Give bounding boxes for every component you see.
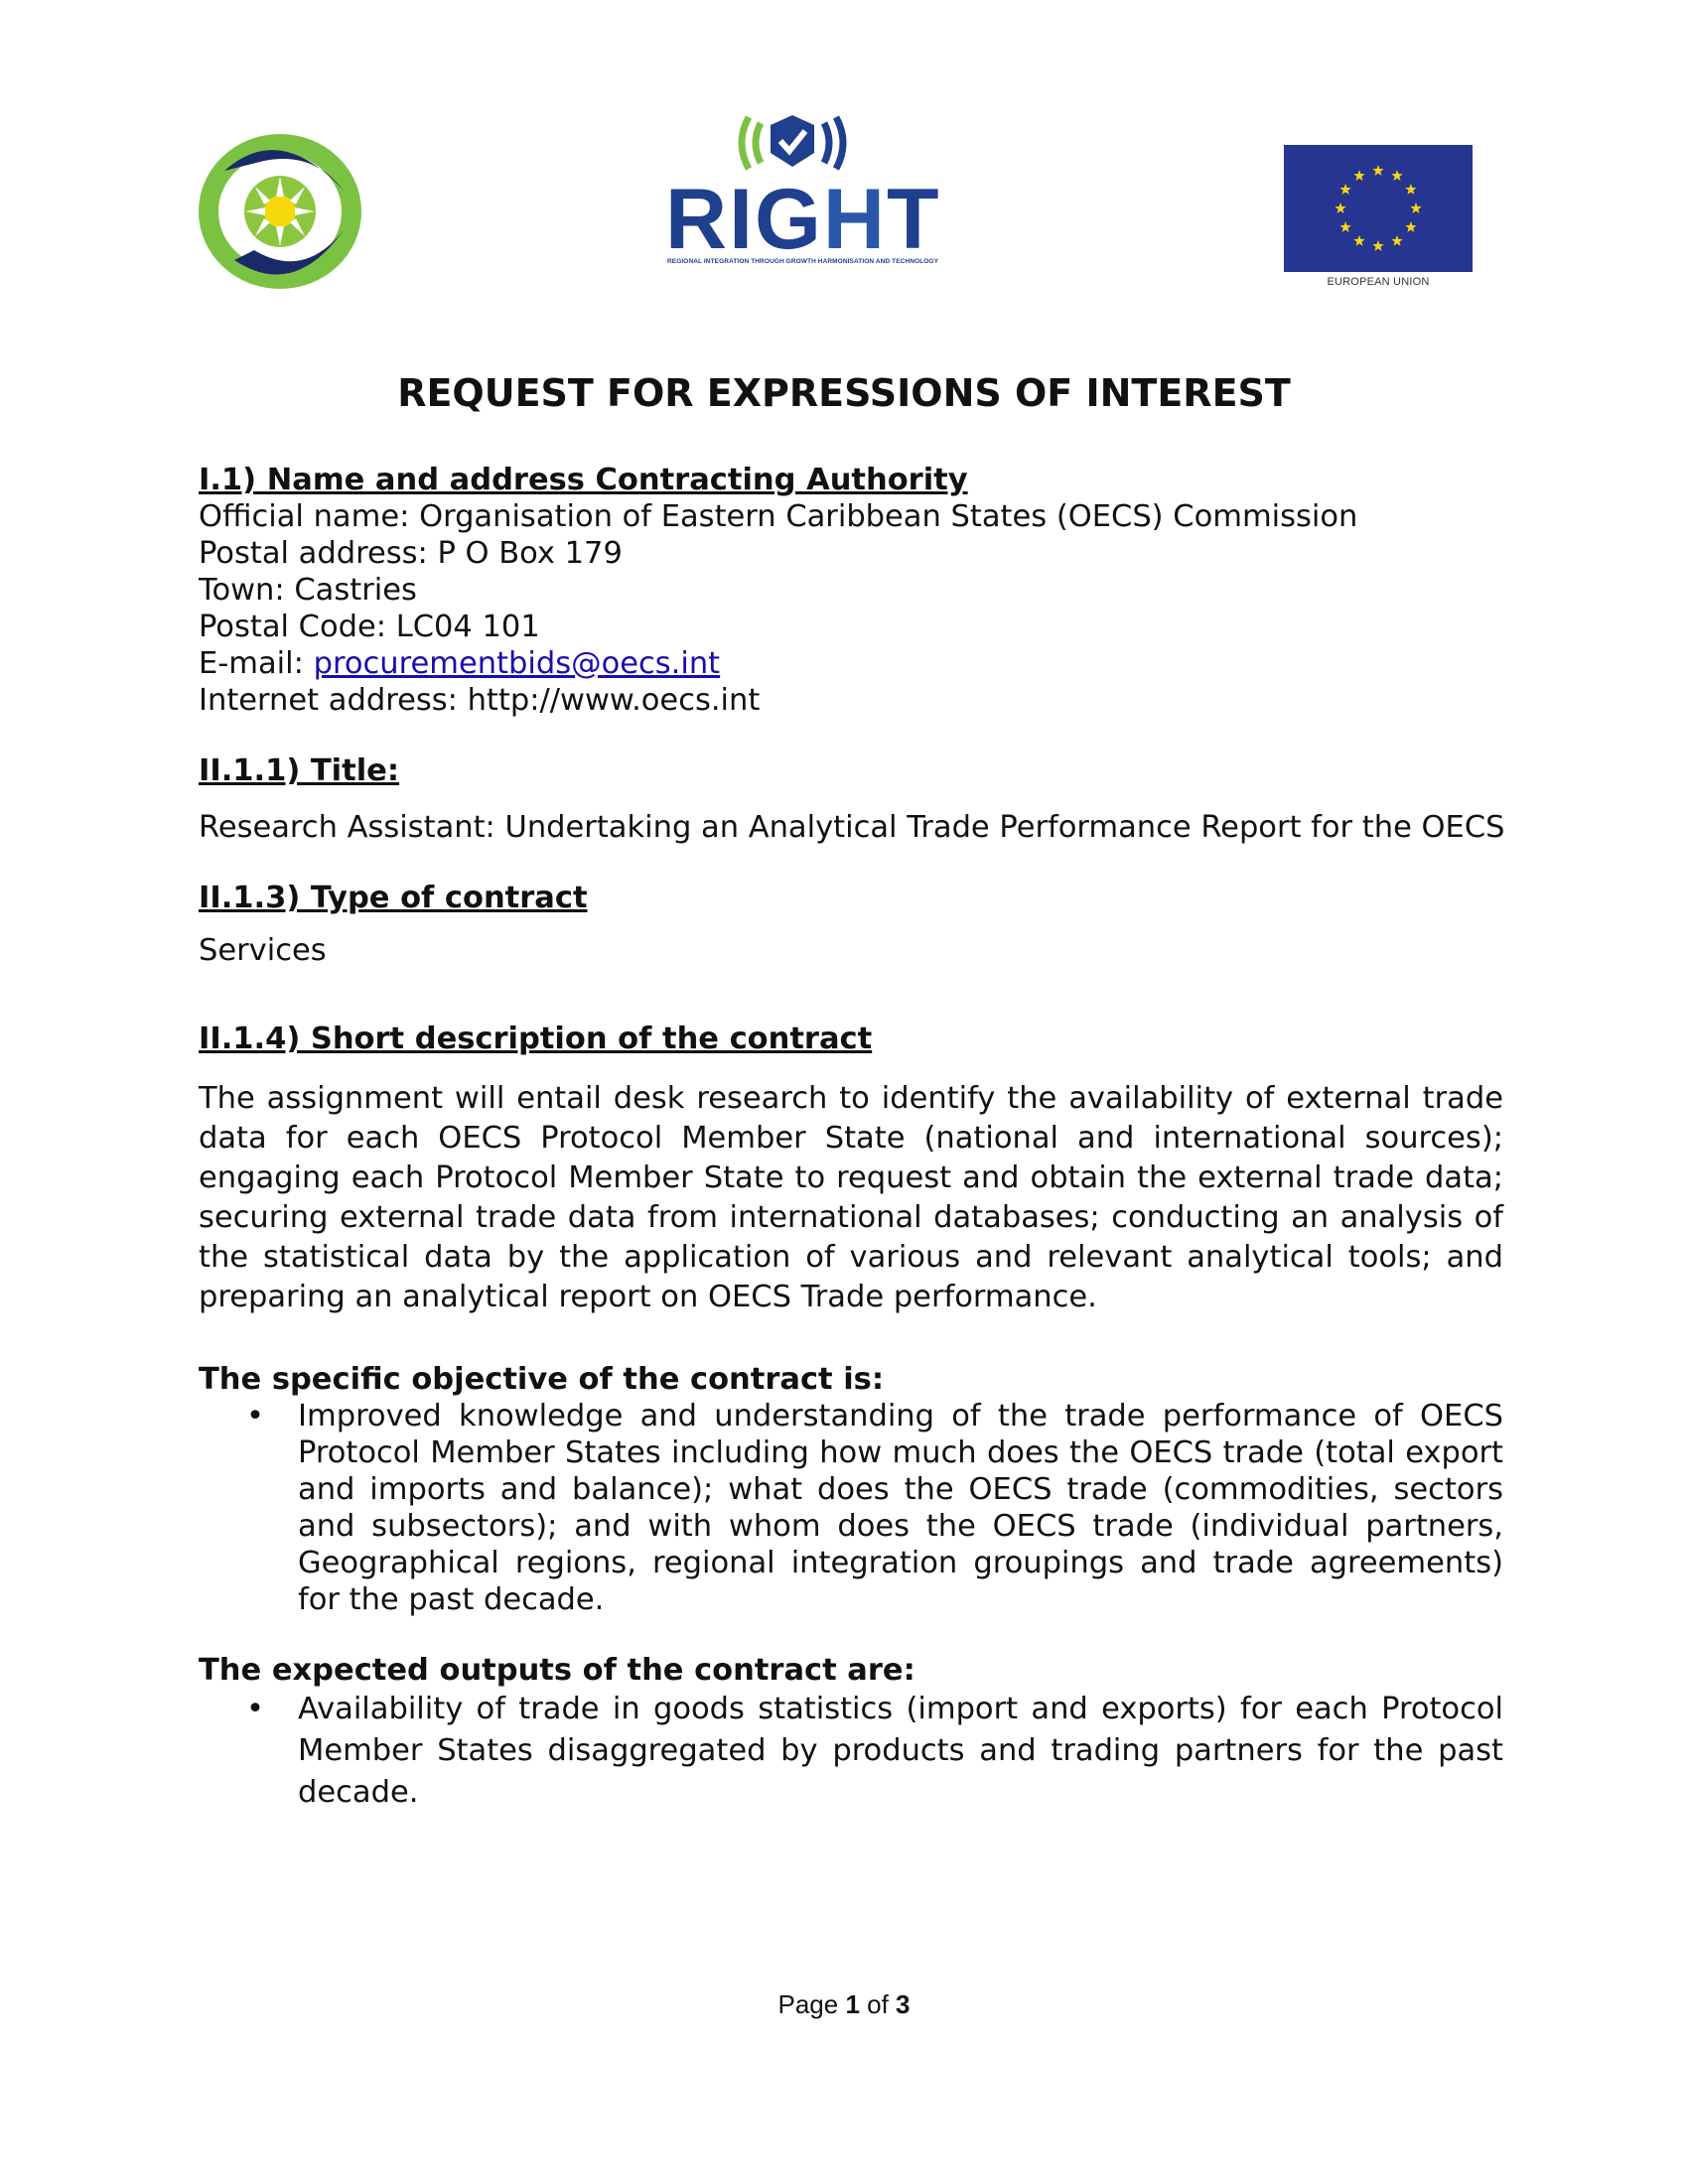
eu-star-icon — [1353, 170, 1364, 181]
objective-heading-colon: : — [871, 1362, 885, 1397]
oecs-logo — [195, 131, 365, 292]
eu-star-icon — [1391, 235, 1402, 246]
postal-code: Postal Code: LC04 101 — [199, 610, 540, 644]
section-type-heading: II.1.3) Type of contract — [199, 881, 588, 915]
email-line — [199, 645, 1503, 682]
objective-heading — [199, 1361, 1503, 1398]
eu-star-icon — [1339, 221, 1350, 232]
eu-logo — [1279, 145, 1477, 286]
eu-star-icon — [1391, 170, 1402, 181]
page-footer — [0, 1989, 1688, 2020]
right-shield-icon — [665, 107, 943, 179]
eu-star-icon — [1405, 221, 1416, 232]
eu-logo-caption: EUROPEAN UNION — [1327, 276, 1430, 288]
oecs-emblem-icon — [195, 131, 365, 292]
section-description-heading: II.1.4) Short description of the contract — [199, 1022, 873, 1056]
objective-heading-text: The specific objective of the contract is — [199, 1362, 872, 1397]
eu-star-icon — [1372, 240, 1383, 251]
section-authority-heading: I.1) Name and address Contracting Authority — [199, 463, 968, 497]
town: Town: Castries — [199, 573, 417, 608]
internet-address: Internet address: http://www.oecs.int — [199, 683, 761, 718]
eu-star-icon — [1335, 203, 1345, 213]
page-label: Page — [777, 1989, 846, 2019]
page-of: of — [859, 1989, 897, 2019]
eu-star-icon — [1339, 184, 1350, 195]
eu-flag-icon — [1284, 145, 1473, 272]
right-logo — [665, 107, 943, 271]
contract-type-text: Services — [199, 933, 327, 968]
objective-item: • Improved knowledge and understanding of the trade performance of OECS Protocol Member States including how much does the OECS trade (total export and imports and balance); what does the OECS trade (commodities, sectors and subsectors); and with whom does the OECS trade (individual partners, Geographical regions, regional integration groupings and trade agreements) for the past decade. — [199, 1398, 1503, 1618]
section-title-heading: II.1.1) Title: — [199, 753, 400, 788]
output-item: • Availability of trade in goods statistics (import and exports) for each Protocol Member States disaggregated by products and trading partners for the past decade. — [199, 1689, 1503, 1814]
document-title: REQUEST FOR EXPRESSIONS OF INTEREST — [397, 371, 1291, 415]
page-total: 3 — [896, 1989, 911, 2019]
outputs-list — [199, 1689, 1503, 1814]
contract-description-text: The assignment will entail desk research to identify the availability of external trade data for each OECS Protocol Member State (national and international sources); engaging each Protocol Member State to request and obtain the external trade data; securing external trade data from international databases; conducting an analysis of the statistical data by the application of various and relevant analytical tools; and preparing an analytical report on OECS Trade performance. — [199, 1081, 1503, 1314]
eu-star-icon — [1405, 184, 1416, 195]
page-current: 1 — [845, 1989, 860, 2019]
document-body — [199, 462, 1503, 1814]
objective-list — [199, 1398, 1503, 1618]
eu-star-icon — [1410, 203, 1421, 213]
right-logo-tagline: REGIONAL INTEGRATION THROUGH GROWTH HARMONISATION AND TECHNOLOGY — [667, 258, 939, 265]
email-label: E-mail: — [199, 646, 314, 681]
email-link[interactable]: procurementbids@oecs.int — [313, 646, 721, 681]
postal-address: Postal address: P O Box 179 — [199, 536, 623, 571]
eu-star-icon — [1372, 165, 1383, 176]
official-name: Official name: Organisation of Eastern Caribbean States (OECS) Commission — [199, 499, 1358, 534]
eu-star-icon — [1353, 235, 1364, 246]
right-logo-wordmark: RIGHT — [665, 172, 941, 267]
contract-title-text: Research Assistant: Undertaking an Analytical Trade Performance Report for the OECS — [199, 810, 1505, 845]
outputs-heading: The expected outputs of the contract are: — [199, 1653, 915, 1688]
